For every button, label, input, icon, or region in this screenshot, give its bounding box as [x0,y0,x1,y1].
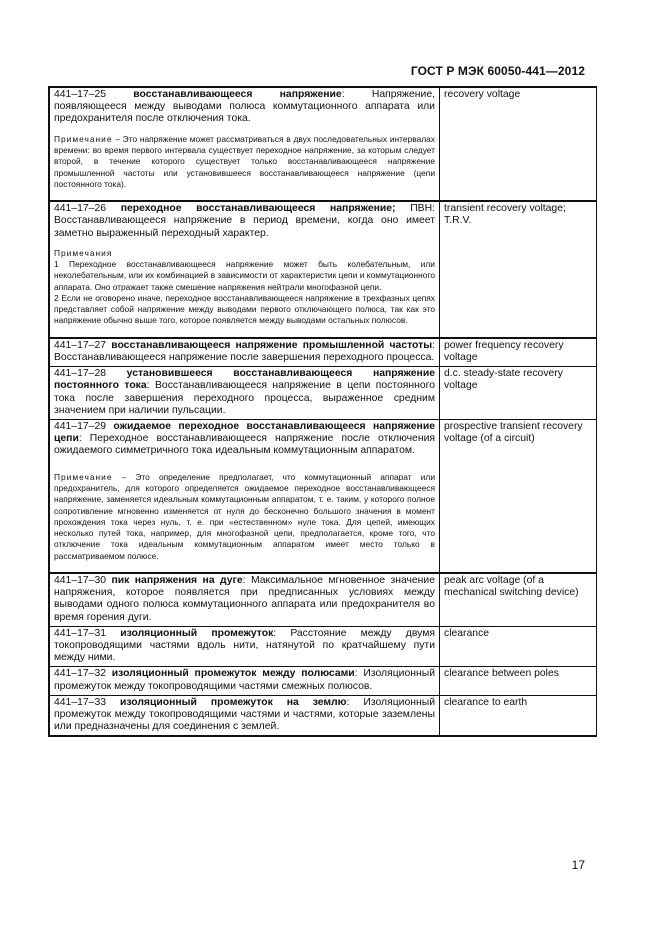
english-term-cell: prospective transient recovery voltage (of a circuit) [440,420,597,573]
term-number: 441–17–31 [54,627,107,639]
note-text: – Это напряжение может рассматриваться в двух последовательных интервалах времени: во время первого интервала существует переходное напряжение, за которым следует второй, в течение которого существует только восстанавливающееся напряжение промышленной частоты или установившееся восстанавливающееся напряжение (цепи постоянного тока). [54,133,435,189]
term-entry [49,338,597,367]
term-definition: : Изоляционный промежуток между токопроводящими частями смежных полюсов. [54,668,436,692]
english-term-cell: clearance to earth [440,695,597,736]
term-name: восстанавливающееся напряжение [133,89,342,100]
term-definition-cell [49,695,440,736]
term-name: пик напряжения на дуге [111,574,243,586]
english-term-cell: power frequency recovery voltage [440,338,597,367]
english-term-cell: clearance [440,626,597,667]
term-entry [49,201,597,338]
term-entry [49,87,597,201]
term-definition-cell [49,201,440,338]
term-definition-cell [49,338,440,367]
term-entry [49,695,597,736]
term-number: 441–17–28 [54,368,107,380]
term-number: 441–17–26 [54,203,107,215]
note-item: 2 Если не оговорено иначе, переходное восстанавливающееся напряжение в трехфазных цепях представляет собой напряжение между выводами первого отключающего полюса, так как это напряжение обычно выше того, которое появляется между выводами остальных полюсов. [54,292,435,326]
term-definition: : Расстояние между двумя токопроводящими частями вдоль нити, натянутой по кратчайшему пути между ними. [54,627,435,664]
term-definition-cell [49,626,440,667]
english-term-cell: transient recovery voltage; T.R.V. [440,201,597,338]
term-number: 441–17–33 [54,696,107,708]
term-name: изоляционный промежуток между полюсами [111,668,355,680]
term-number: 441–17–32 [54,668,107,680]
term-name: изоляционный промежуток на землю [119,696,347,708]
note-heading: Примечание [54,471,113,482]
term-name: ожидаемое переходное восстанавливающееся напряжение цепи [54,421,435,445]
term-definition-cell [49,573,440,626]
note-text: – Это определение предполагает, что коммутационный аппарат или предохранитель, для которого определяется ожидаемое переходное восстанавливающееся напряжение, заменяется идеальным коммутационным аппаратом, т. е. таким, у которого полное сопротивление мгновенно изменяется от нуля до бесконечно большого значения в момент прохождения тока через нуль, т. е. при «естественном» нуле тока. Для цепей, имеющих несколько путей тока, например, для многофазной цепи, предполагается, кроме того, что отключение тока идеальным коммутационным аппаратом имеет место только в рассматриваемом полюсе. [54,471,435,561]
term-number: 441–17–29 [54,421,107,432]
term-definition-cell [49,367,440,420]
english-term-cell: d.c. steady-state recovery voltage [440,367,597,420]
terms-table [48,86,597,737]
term-note [54,472,435,562]
term-definition-cell [49,667,440,695]
term-name: восстанавливающееся напряжение промышленной частоты [111,339,433,351]
term-entry [49,667,597,695]
term-note [54,248,435,327]
term-definition: : Максимальное мгновенное значение напряжения, которое появляется при предписанных условиях между выводами одного полюса коммутационного аппарата или предохранителя во время горения дуги. [54,574,436,623]
term-definition-cell [49,87,440,201]
note-heading: Примечания [54,247,113,258]
english-term-cell: peak arc voltage (of a mechanical switching device) [440,573,597,626]
term-definition: : Переходное восстанавливающееся напряжение после отключения ожидаемого симметричного тока идеальным коммутационным аппаратом. [54,433,435,457]
term-definition: : Изоляционный промежуток между токопроводящими частями и частями, которые заземлены или предназначены для соединения с землей. [54,696,435,733]
note-heading: Примечание [54,133,113,144]
note-item: 1 Переходное восстанавливающееся напряжение может быть колебательным, или неколебательным, или их комбинацией в зависимости от характеристик цепи и коммутационного аппарата. Оно отражает также смешение напряжения нейтрали многофазной цепи. [54,259,435,292]
term-number: 441–17–27 [54,339,107,351]
english-term-cell: clearance between poles [440,667,597,695]
term-definition: : Восстанавливающееся напряжение в цепи постоянного тока после завершения переходного процесса, выраженное средним значением при наличии пульсации. [54,380,436,416]
term-name: установившееся восстанавливающееся напряжение постоянного тока [54,368,435,392]
term-entry [49,420,597,573]
term-definition: : Восстанавливающееся напряжение после завершения переходного процесса. [54,339,435,363]
english-term-cell: recovery voltage [440,87,597,201]
term-entry [49,626,597,667]
term-name: изоляционный промежуток [120,627,274,639]
page-number: 17 [571,858,585,872]
term-entry [49,573,597,626]
term-name: переходное восстанавливающееся напряжение; [120,203,396,215]
term-number: 441–17–30 [54,574,107,586]
term-note [54,134,435,190]
term-number: 441–17–25 [54,89,107,100]
term-definition-cell [49,420,440,573]
document-header: ГОСТ Р МЭК 60050-441—2012 [410,64,585,78]
term-entry [49,367,597,420]
term-definition: ПВН: Восстанавливающееся напряжение в период времени, когда оно имеет заметно выраженный переходный характер. [54,203,436,239]
term-definition: : Напряжение, появляющееся между выводами полюса коммутационного аппарата или предохранителя после отключения тока. [54,89,435,125]
